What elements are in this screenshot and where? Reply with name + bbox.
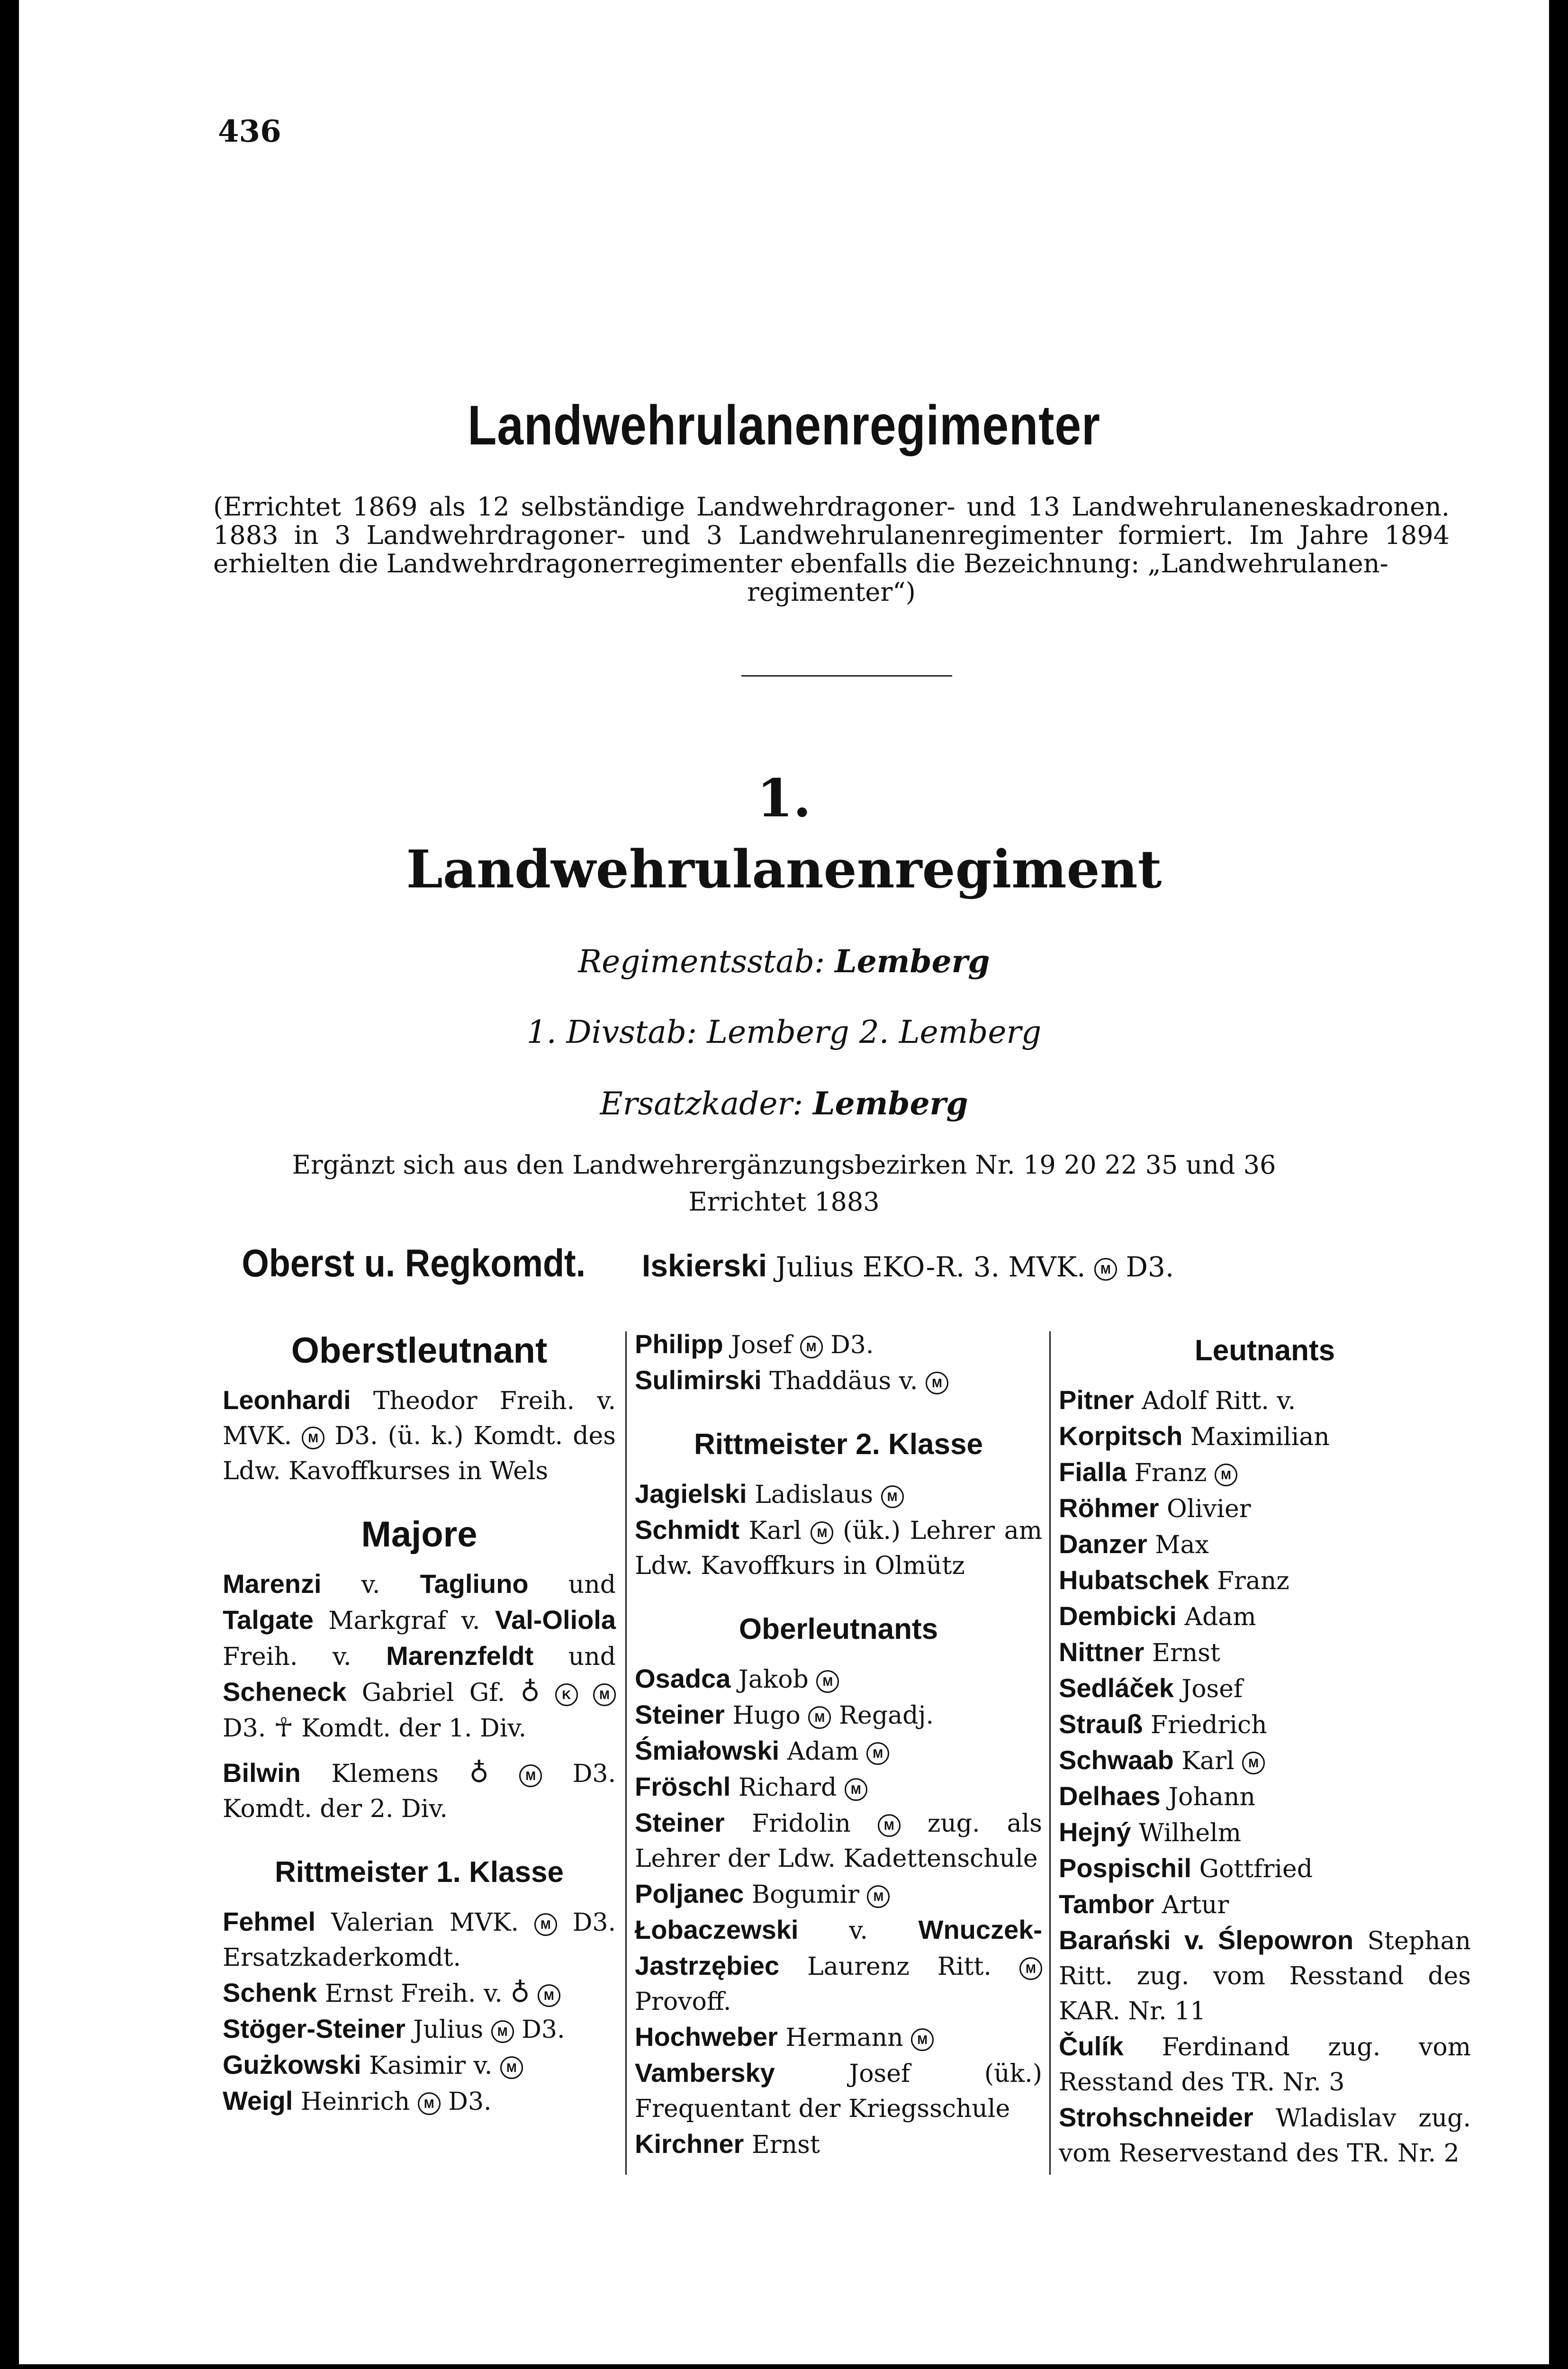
list-item (1059, 1635, 1471, 1671)
divider-rule (741, 675, 952, 677)
officer-name: Vambersky (635, 2058, 775, 2088)
officer-name: Sedláček (1059, 1673, 1174, 1703)
officer-details: Adam (787, 1737, 859, 1766)
list-item (223, 1755, 616, 1826)
officer-name: Stöger-Steiner (223, 2014, 406, 2043)
m-badge-icon: M (866, 1742, 889, 1765)
officer-name: Steiner (635, 1700, 725, 1729)
list-item (635, 1327, 1042, 1363)
officer-details: Klemens (331, 1760, 439, 1788)
officer-details: Valerian MVK. (331, 1908, 519, 1937)
order-decoration-icon: ♁ (469, 1758, 489, 1789)
m-badge-icon: M (500, 2056, 523, 2079)
officer-name: Weigl (223, 2086, 293, 2116)
officer-details: v. (849, 1917, 868, 1945)
officer-details: Artur (1162, 1891, 1229, 1919)
founded-line: Errichtet 1883 (688, 1187, 880, 1217)
officer-name: Fröschl (635, 1772, 731, 1801)
officer-details: Heinrich (300, 2088, 410, 2116)
officer-name: Schwaab (1059, 1745, 1174, 1775)
officer-name: Čulík (1059, 2031, 1124, 2061)
officer-name: Poljanec (635, 1879, 744, 1908)
officer-details: Ladislaus (755, 1481, 874, 1509)
officer-details: Ernst (1152, 1639, 1220, 1667)
officer-details: und (568, 1571, 616, 1599)
column-divider (625, 1331, 627, 2175)
regiment-number: 1. (757, 768, 811, 829)
officer-name: Strauß (1059, 1709, 1143, 1739)
list-item (1059, 1779, 1471, 1815)
list-item (635, 1769, 1042, 1805)
page-number: 436 (218, 114, 281, 149)
officer-details: Fridolin (751, 1809, 851, 1838)
officer-name: Osadca (635, 1664, 731, 1693)
stab-value: Lemberg (835, 943, 990, 980)
regimentsstab-line (19, 943, 1549, 980)
commander-details: Julius EKO-R. 3. MVK. (775, 1251, 1086, 1283)
officer-name: Tambor (1059, 1889, 1154, 1919)
officer-details: Franz (1217, 1567, 1289, 1595)
heading-leutnants: Leutnants (1194, 1334, 1335, 1367)
officer-name: Jagielski (635, 1479, 747, 1509)
list-item (1059, 1923, 1471, 2029)
list-item (1059, 1851, 1471, 1887)
officer-details: D3. (830, 1331, 874, 1359)
officer-details: Bogumir (751, 1881, 859, 1909)
m-badge-icon: M (800, 1336, 823, 1358)
officer-name: Gużkowski (223, 2050, 361, 2080)
officer-details: Julius (413, 2016, 484, 2044)
list-item (1059, 1455, 1471, 1491)
m-badge-icon: M (845, 1778, 867, 1801)
officer-details: Josef (ük.) Frequentant der Kriegsschule (635, 2060, 1042, 2123)
officer-details: Jakob (738, 1665, 809, 1694)
officer-details: Theodor Freih. v. MVK. (223, 1387, 616, 1450)
list-item (223, 1904, 616, 1975)
commander-rank: Oberst u. Regkomdt. (242, 1242, 586, 1285)
list-item (1059, 2029, 1471, 2100)
officer-details: Ferdinand zug. vom Resstand des TR. Nr. 3 (1059, 2033, 1471, 2097)
m-badge-icon: M (867, 1885, 890, 1908)
list-item (635, 1697, 1042, 1733)
officer-name: Delhaes (1059, 1781, 1161, 1811)
m-badge-icon: M (811, 1521, 833, 1544)
order-decoration-icon: ♁ (510, 1978, 530, 2008)
list-item (1059, 1815, 1471, 1851)
officer-details: D3. (572, 1760, 616, 1788)
officer-details: v. (361, 1571, 380, 1599)
officer-name: Hubatschek (1059, 1565, 1209, 1595)
regiment-name: Landwehrulanenregiment (406, 839, 1162, 900)
list-item (223, 2011, 616, 2047)
officer-details: Markgraf v. (328, 1607, 480, 1635)
officer-name: Danzer (1059, 1529, 1147, 1559)
column-1 (223, 1327, 616, 2119)
officer-name: Pospischil (1059, 1853, 1192, 1883)
list-item (635, 2126, 1042, 2162)
m-badge-icon: M (816, 1670, 839, 1693)
officer-name: Fialla (1059, 1457, 1127, 1487)
m-badge-icon: M (519, 1764, 542, 1787)
officer-details: Hugo (732, 1701, 801, 1730)
officer-details: Adam (1184, 1603, 1256, 1631)
m-badge-icon: M (491, 2020, 514, 2043)
officer-name: Marenzfeldt (386, 1641, 534, 1671)
list-item (635, 1805, 1042, 1876)
column-3 (1059, 1327, 1471, 2171)
officer-name: Łobaczewski (635, 1915, 799, 1944)
officer-name: Tagliuno (420, 1569, 529, 1599)
list-item (635, 1661, 1042, 1697)
document-page (19, 0, 1549, 2364)
officer-details: Max (1155, 1531, 1209, 1559)
m-badge-icon: M (1094, 1258, 1117, 1281)
list-item (1059, 1599, 1471, 1635)
officer-name: Kirchner (635, 2129, 744, 2159)
divstab-line: 1. Divstab: Lemberg 2. Lemberg (526, 1014, 1042, 1050)
officer-name: Wnuczek-Jastrzębiec (635, 1915, 1043, 1980)
officer-details: Ernst (751, 2131, 820, 2159)
officer-details: D3. (ü. k.) Komdt. des Ldw. Kavoffkurses in Wels (223, 1422, 616, 1485)
heading-rittmeister-2: Rittmeister 2. Klasse (694, 1428, 983, 1461)
officer-details: Kasimir v. (369, 2052, 493, 2080)
commander-line (223, 1241, 1174, 1286)
officer-name: Hejný (1059, 1817, 1131, 1847)
officer-name: Talgate (223, 1605, 314, 1635)
section-title: Landwehrulanenregimenter (468, 394, 1100, 457)
officer-details: Laurenz Ritt. (807, 1953, 991, 1981)
officer-name: Leonhardi (223, 1385, 351, 1415)
officer-name: Röhmer (1059, 1493, 1159, 1523)
cross-decoration-icon: ☥ (273, 1712, 294, 1743)
officer-name: Marenzi (223, 1569, 322, 1599)
officer-details: Maximilian (1190, 1423, 1330, 1451)
officer-details: Josef (731, 1331, 793, 1359)
m-badge-icon: M (418, 2092, 441, 2115)
m-badge-icon: M (593, 1683, 616, 1706)
column-divider (1049, 1331, 1051, 2175)
list-item (1059, 2100, 1471, 2171)
officer-name: Barański v. Ślepowron (1059, 1925, 1354, 1955)
officer-details: Josef (1181, 1675, 1243, 1703)
officer-details: D3. (522, 2016, 565, 2044)
officer-name: Śmiałowski (635, 1736, 780, 1765)
officer-details: Franz (1134, 1459, 1207, 1487)
officer-details: Wladislav zug. vom Reservestand des TR. Nr. 2 (1059, 2104, 1471, 2168)
officer-details: Thaddäus v. (769, 1367, 918, 1395)
m-badge-icon: M (1242, 1752, 1265, 1774)
m-badge-icon: M (878, 1814, 901, 1837)
officer-details: Freih. v. (223, 1643, 351, 1671)
officer-name: Steiner (635, 1808, 725, 1837)
list-item (635, 1512, 1042, 1583)
officer-details: Komdt. der 2. Div. (223, 1795, 448, 1823)
list-item (1059, 1743, 1471, 1779)
list-item (1059, 1383, 1471, 1419)
officer-details: Karl (1181, 1747, 1235, 1775)
list-item (223, 2047, 616, 2083)
officer-name: Nittner (1059, 1637, 1144, 1667)
list-item (1059, 1671, 1471, 1707)
complement-info (19, 1147, 1549, 1221)
m-badge-icon: M (911, 2028, 934, 2051)
officer-name: Sulimirski (635, 1365, 762, 1395)
ersatzkader-line (19, 1085, 1549, 1122)
officer-name: Fehmel (223, 1907, 316, 1936)
officer-details: Komdt. der 1. Div. (301, 1714, 527, 1743)
officer-details: D3. (223, 1714, 266, 1743)
officer-details: zug. als Lehrer der Ldw. Kadettenschule (635, 1809, 1042, 1873)
m-badge-icon: M (534, 1913, 557, 1936)
m-badge-icon: M (1019, 1957, 1042, 1980)
officer-details: und (568, 1643, 616, 1671)
officer-name: Korpitsch (1059, 1421, 1183, 1451)
list-item (1059, 1527, 1471, 1563)
m-badge-icon: M (926, 1372, 948, 1394)
order-decoration-icon: ♁ (520, 1677, 540, 1708)
officer-name: Strohschneider (1059, 2102, 1253, 2132)
list-item (223, 2083, 616, 2119)
officer-details: Gottfried (1199, 1855, 1313, 1883)
list-item (635, 1476, 1042, 1512)
m-badge-icon: M (881, 1485, 904, 1508)
heading-oberstleutnant: Oberstleutnant (291, 1330, 548, 1371)
list-item (635, 1363, 1042, 1399)
m-badge-icon: M (1215, 1464, 1237, 1486)
list-item (635, 2019, 1042, 2055)
commander-tail: D3. (1126, 1251, 1174, 1283)
officer-name: Schenk (223, 1978, 317, 2007)
list-item (1059, 1419, 1471, 1455)
officer-details: Wilhelm (1139, 1819, 1242, 1847)
intro-text: (Errichtet 1869 als 12 selbständige Landwehrdragoner- und 13 Landwehrulaneneskadronen. 1883 in 3 Landwehrdragoner- und 3 Landwehrulanenregimenter formiert. Im Jahre 1894 erhielten die Landwehrdragonerregimenter ebenfalls die Bezeichnung: „Landwehrulanen- (213, 492, 1450, 579)
list-item (635, 1733, 1042, 1769)
officer-details: Stephan Ritt. zug. vom Resstand des KAR. Nr. 11 (1059, 1927, 1471, 2025)
officer-details: Hermann (785, 2024, 903, 2052)
list-item (1059, 1491, 1471, 1527)
officer-name: Scheneck (223, 1677, 347, 1707)
heading-majore: Majore (361, 1514, 478, 1555)
list-item (1059, 1563, 1471, 1599)
list-item (223, 1975, 616, 2011)
officer-details: Richard (738, 1773, 837, 1802)
intro-paragraph (213, 493, 1450, 606)
heading-oberleutnants: Oberleutnants (739, 1613, 938, 1646)
m-badge-icon: M (808, 1706, 831, 1729)
officer-details: Johann (1168, 1783, 1255, 1811)
commander-name: Iskierski (641, 1248, 767, 1283)
officer-name: Val-Oliola (495, 1605, 616, 1635)
officer-details: D3. (448, 2088, 492, 2116)
officer-details: Ernst Freih. v. (324, 1980, 503, 2008)
officer-details: Gabriel Gf. (361, 1679, 505, 1707)
complement-line: Ergänzt sich aus den Landwehrergänzungsbezirken Nr. 19 20 22 35 und 36 (292, 1150, 1276, 1180)
intro-last-line: regimenter“) (747, 577, 916, 607)
k-badge-icon: K (555, 1683, 578, 1706)
m-badge-icon: M (538, 1984, 560, 2007)
list-item (635, 1912, 1042, 2019)
officer-name: Dembicki (1059, 1601, 1177, 1631)
officer-details: Friedrich (1150, 1711, 1267, 1739)
officer-details: Regadj. (838, 1701, 934, 1730)
heading-rittmeister-1: Rittmeister 1. Klasse (275, 1856, 564, 1889)
list-item (1059, 1887, 1471, 1923)
officer-details: (ük.) Lehrer am Ldw. Kavoffkurs in Olmütz (635, 1517, 1042, 1580)
officer-details: Olivier (1167, 1495, 1251, 1523)
ersatz-label: Ersatzkader: (600, 1085, 803, 1122)
list-item (223, 1383, 616, 1489)
list-item (635, 1876, 1042, 1912)
stab-label: Regimentsstab: (578, 943, 825, 980)
officer-details: Provoff. (635, 1988, 731, 2016)
officer-details: Karl (748, 1517, 802, 1545)
list-item (635, 2055, 1042, 2126)
column-2 (635, 1327, 1042, 2162)
list-item (223, 1566, 616, 1746)
officer-name: Philipp (635, 1329, 723, 1359)
ersatz-value: Lemberg (813, 1085, 968, 1122)
officer-details: D3. (572, 1908, 616, 1937)
officer-details: Adolf Ritt. v. (1142, 1387, 1296, 1415)
m-badge-icon: M (302, 1427, 324, 1449)
officer-name: Bilwin (223, 1758, 301, 1788)
list-item (1059, 1707, 1471, 1743)
officer-name: Schmidt (635, 1515, 739, 1545)
officer-name: Pitner (1059, 1385, 1134, 1415)
officer-details: Ersatzkaderkomdt. (223, 1944, 461, 1972)
officer-name: Hochweber (635, 2022, 778, 2052)
